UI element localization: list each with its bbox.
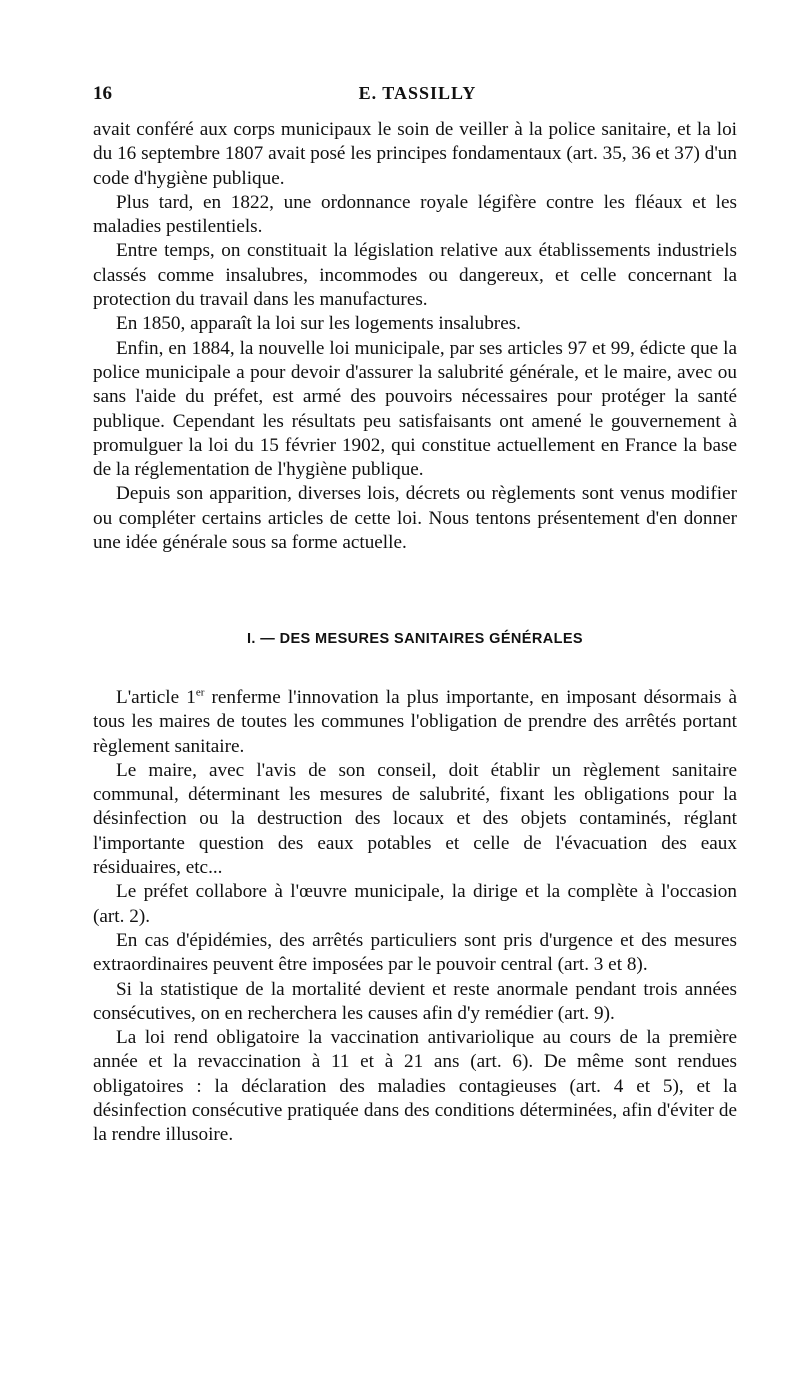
body-text-bottom: [93, 686, 737, 1148]
paragraph: avait conféré aux corps municipaux le soin de veiller à la police sanitaire, et la loi du 16 septembre 1807 avait posé les principes fondamentaux (art. 35, 36 et 37) d'un code d'hygiène publique.: [93, 119, 737, 189]
page-number: 16: [93, 83, 112, 104]
section-heading: I. — DES MESURES SANITAIRES GÉNÉRALES: [247, 631, 583, 647]
paragraph: Enfin, en 1884, la nouvelle loi municipale, par ses articles 97 et 99, édicte que la police municipale a pour devoir d'assurer la salubrité générale, et le maire, avec ou sans l'aide du préfet, est armé des pouvoirs nécessaires pour protéger la santé publique. Cependant les résultats peu satisfaisants ont amené le gouvernement à promulguer la loi du 15 février 1902, qui constitue actuellement en France la base de la réglementation de l'hygiène publique.: [93, 337, 737, 481]
ordinal-superscript: er: [195, 686, 205, 699]
paragraph: La loi rend obligatoire la vaccination antivariolique au cours de la première année et la revaccination à 11 et à 21 ans (art. 6). De même sont rendues obligatoires : la déclaration des maladies contagieuses (art. 4 et 5), et la désinfection consécutive pratiquée dans des conditions déterminées, afin d'éviter de la rendre illusoire.: [93, 1027, 737, 1146]
paragraph: Le préfet collabore à l'œuvre municipale, la dirige et la complète à l'occasion (art. 2).: [93, 881, 737, 927]
paragraph: [93, 686, 737, 759]
article-lead: L'article 1: [116, 687, 196, 708]
paragraph: Plus tard, en 1822, une ordonnance royale légifère contre les fléaux et les maladies pestilentiels.: [93, 191, 737, 238]
paragraph: Depuis son apparition, diverses lois, décrets ou règlements sont venus modifier ou compléter certains articles de cette loi. Nous tentons présentement d'en donner une idée générale sous sa forme actuelle.: [93, 483, 737, 554]
running-head: [93, 83, 742, 109]
paragraph: En cas d'épidémies, des arrêtés particuliers sont pris d'urgence et des mesures extraordinaires peuvent être imposées par le pouvoir central (art. 3 et 8).: [93, 929, 737, 976]
paragraph: Entre temps, on constituait la législation relative aux établissements industriels classés comme insalubres, incommodes ou dangereux, et celle concernant la protection du travail dans les manufactures.: [93, 240, 737, 311]
article-rest: renferme l'innovation la plus importante, en imposant désormais à tous les maires de toutes les communes l'obligation de prendre des arrêtés portant règlement sanitaire.: [93, 687, 738, 757]
paragraph: En 1850, apparaît la loi sur les logements insalubres.: [116, 313, 521, 335]
running-title: E. TASSILLY: [358, 83, 477, 103]
body-text-top: [93, 118, 737, 555]
paragraph: Si la statistique de la mortalité devient et reste anormale pendant trois années consécutives, on en recherchera les causes afin d'y remédier (art. 9).: [93, 978, 737, 1024]
paragraph: Le maire, avec l'avis de son conseil, doit établir un règlement sanitaire communal, déterminant les mesures de salubrité, fixant les obligations pour la désinfection ou la destruction des locaux et des objets contaminés, réglant l'importante question des eaux potables et celle de l'évacuation des eaux résiduaires, etc...: [93, 759, 737, 879]
